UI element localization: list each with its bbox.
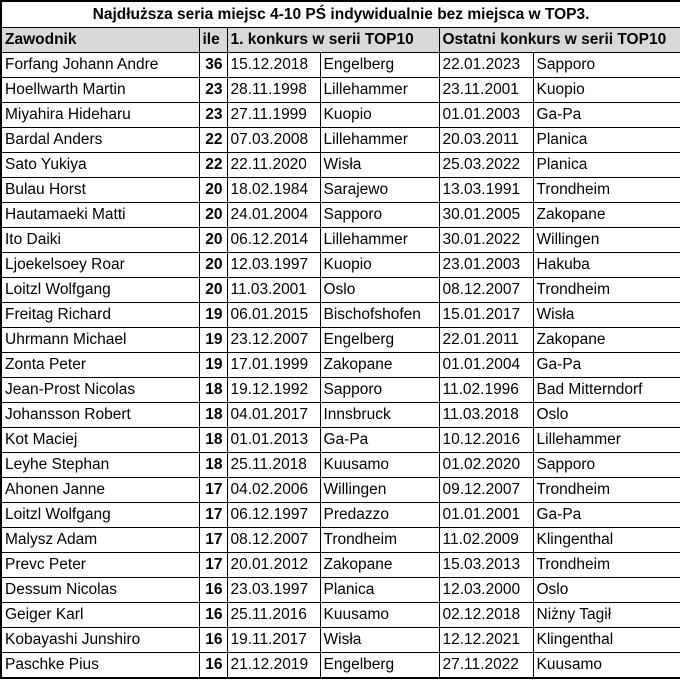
last-venue-cell[interactable]: Ga-Pa bbox=[533, 353, 680, 378]
first-date-cell[interactable]: 06.01.2015 bbox=[227, 303, 320, 328]
first-date-cell[interactable]: 04.01.2017 bbox=[227, 403, 320, 428]
first-date-cell[interactable]: 24.01.2004 bbox=[227, 203, 320, 228]
series-count-cell[interactable]: 17 bbox=[199, 503, 227, 528]
header-last-contest[interactable]: Ostatni konkurs w serii TOP10 bbox=[439, 28, 680, 53]
athlete-name-cell[interactable]: Forfang Johann Andre bbox=[1, 53, 199, 78]
last-date-cell[interactable]: 15.01.2017 bbox=[439, 303, 533, 328]
first-date-cell[interactable]: 19.11.2017 bbox=[227, 628, 320, 653]
last-venue-cell[interactable]: Bad Mitterndorf bbox=[533, 378, 680, 403]
series-count-cell[interactable]: 20 bbox=[199, 178, 227, 203]
first-venue-cell[interactable]: Kuopio bbox=[320, 253, 439, 278]
last-date-cell[interactable]: 20.03.2011 bbox=[439, 128, 533, 153]
athlete-name-cell[interactable]: Kobayashi Junshiro bbox=[1, 628, 199, 653]
series-count-cell[interactable]: 17 bbox=[199, 528, 227, 553]
table-row bbox=[1, 128, 680, 153]
last-date-cell[interactable]: 11.02.1996 bbox=[439, 378, 533, 403]
first-date-cell[interactable]: 04.02.2006 bbox=[227, 478, 320, 503]
last-venue-cell[interactable]: Zakopane bbox=[533, 203, 680, 228]
first-date-cell[interactable]: 12.03.1997 bbox=[227, 253, 320, 278]
last-venue-cell[interactable]: Hakuba bbox=[533, 253, 680, 278]
first-venue-cell[interactable]: Oslo bbox=[320, 278, 439, 303]
series-count-cell[interactable]: 20 bbox=[199, 228, 227, 253]
first-venue-cell[interactable]: Sapporo bbox=[320, 203, 439, 228]
table-row bbox=[1, 153, 680, 178]
first-date-cell[interactable]: 19.12.1992 bbox=[227, 378, 320, 403]
last-venue-cell[interactable]: Ga-Pa bbox=[533, 103, 680, 128]
series-count-cell[interactable]: 18 bbox=[199, 453, 227, 478]
athlete-name-cell[interactable]: Geiger Karl bbox=[1, 603, 199, 628]
athlete-name-cell[interactable]: Sato Yukiya bbox=[1, 153, 199, 178]
table-row bbox=[1, 578, 680, 603]
last-date-cell[interactable]: 08.12.2007 bbox=[439, 278, 533, 303]
first-venue-cell[interactable]: Lillehammer bbox=[320, 78, 439, 103]
table-row bbox=[1, 628, 680, 653]
athlete-name-cell[interactable]: Bulau Horst bbox=[1, 178, 199, 203]
series-count-cell[interactable]: 18 bbox=[199, 428, 227, 453]
first-venue-cell[interactable]: Engelberg bbox=[320, 653, 439, 679]
series-count-cell[interactable]: 22 bbox=[199, 153, 227, 178]
first-venue-cell[interactable]: Lillehammer bbox=[320, 228, 439, 253]
header-row bbox=[1, 28, 680, 53]
first-venue-cell[interactable]: Sarajewo bbox=[320, 178, 439, 203]
athlete-name-cell[interactable]: Loitzl Wolfgang bbox=[1, 278, 199, 303]
first-date-cell[interactable]: 11.03.2001 bbox=[227, 278, 320, 303]
athlete-name-cell[interactable]: Prevc Peter bbox=[1, 553, 199, 578]
series-count-cell[interactable]: 19 bbox=[199, 353, 227, 378]
last-venue-cell[interactable]: Oslo bbox=[533, 403, 680, 428]
last-date-cell[interactable]: 25.03.2022 bbox=[439, 153, 533, 178]
first-venue-cell[interactable]: Willingen bbox=[320, 478, 439, 503]
athlete-name-cell[interactable]: Loitzl Wolfgang bbox=[1, 503, 199, 528]
first-venue-cell[interactable]: Ga-Pa bbox=[320, 428, 439, 453]
first-date-cell[interactable]: 06.12.1997 bbox=[227, 503, 320, 528]
last-date-cell[interactable]: 09.12.2007 bbox=[439, 478, 533, 503]
last-venue-cell[interactable]: Trondheim bbox=[533, 278, 680, 303]
athlete-name-cell[interactable]: Kot Maciej bbox=[1, 428, 199, 453]
first-date-cell[interactable]: 15.12.2018 bbox=[227, 53, 320, 78]
last-date-cell[interactable]: 01.01.2001 bbox=[439, 503, 533, 528]
table-row bbox=[1, 378, 680, 403]
last-date-cell[interactable]: 27.11.2022 bbox=[439, 653, 533, 679]
table-row bbox=[1, 278, 680, 303]
last-date-cell[interactable]: 11.03.2018 bbox=[439, 403, 533, 428]
table-row bbox=[1, 478, 680, 503]
series-count-cell[interactable]: 18 bbox=[199, 403, 227, 428]
first-date-cell[interactable]: 22.11.2020 bbox=[227, 153, 320, 178]
last-venue-cell[interactable]: Klingenthal bbox=[533, 628, 680, 653]
last-venue-cell[interactable]: Oslo bbox=[533, 578, 680, 603]
first-venue-cell[interactable]: Engelberg bbox=[320, 328, 439, 353]
last-date-cell[interactable]: 10.12.2016 bbox=[439, 428, 533, 453]
athlete-name-cell[interactable]: Jean-Prost Nicolas bbox=[1, 378, 199, 403]
series-count-cell[interactable]: 23 bbox=[199, 103, 227, 128]
first-date-cell[interactable]: 01.01.2013 bbox=[227, 428, 320, 453]
table-row bbox=[1, 178, 680, 203]
last-venue-cell[interactable]: Willingen bbox=[533, 228, 680, 253]
series-count-cell[interactable]: 16 bbox=[199, 603, 227, 628]
first-venue-cell[interactable]: Engelberg bbox=[320, 53, 439, 78]
last-venue-cell[interactable]: Trondheim bbox=[533, 553, 680, 578]
last-date-cell[interactable]: 01.02.2020 bbox=[439, 453, 533, 478]
first-date-cell[interactable]: 06.12.2014 bbox=[227, 228, 320, 253]
first-venue-cell[interactable]: Bischofshofen bbox=[320, 303, 439, 328]
first-venue-cell[interactable]: Planica bbox=[320, 578, 439, 603]
series-count-cell[interactable]: 16 bbox=[199, 628, 227, 653]
first-venue-cell[interactable]: Lillehammer bbox=[320, 128, 439, 153]
first-venue-cell[interactable]: Predazzo bbox=[320, 503, 439, 528]
last-date-cell[interactable]: 15.03.2013 bbox=[439, 553, 533, 578]
series-count-cell[interactable]: 20 bbox=[199, 253, 227, 278]
first-date-cell[interactable]: 25.11.2018 bbox=[227, 453, 320, 478]
header-count[interactable]: ile bbox=[199, 28, 227, 53]
table-row bbox=[1, 53, 680, 78]
last-date-cell[interactable]: 12.12.2021 bbox=[439, 628, 533, 653]
series-count-cell[interactable]: 16 bbox=[199, 578, 227, 603]
athlete-name-cell[interactable]: Zonta Peter bbox=[1, 353, 199, 378]
athlete-name-cell[interactable]: Freitag Richard bbox=[1, 303, 199, 328]
last-venue-cell[interactable]: Trondheim bbox=[533, 178, 680, 203]
table-row bbox=[1, 228, 680, 253]
series-count-cell[interactable]: 17 bbox=[199, 478, 227, 503]
table-row bbox=[1, 403, 680, 428]
table-body bbox=[1, 53, 680, 679]
first-venue-cell[interactable]: Trondheim bbox=[320, 528, 439, 553]
series-count-cell[interactable]: 36 bbox=[199, 53, 227, 78]
last-date-cell[interactable]: 23.11.2001 bbox=[439, 78, 533, 103]
last-venue-cell[interactable]: Sapporo bbox=[533, 53, 680, 78]
first-date-cell[interactable]: 23.03.1997 bbox=[227, 578, 320, 603]
athlete-name-cell[interactable]: Miyahira Hideharu bbox=[1, 103, 199, 128]
first-venue-cell[interactable]: Kuusamo bbox=[320, 603, 439, 628]
last-date-cell[interactable]: 30.01.2022 bbox=[439, 228, 533, 253]
last-venue-cell[interactable]: Kuusamo bbox=[533, 653, 680, 679]
table-row bbox=[1, 428, 680, 453]
first-date-cell[interactable]: 07.03.2008 bbox=[227, 128, 320, 153]
table-row bbox=[1, 553, 680, 578]
table-row bbox=[1, 353, 680, 378]
first-date-cell[interactable]: 28.11.1998 bbox=[227, 78, 320, 103]
header-athlete[interactable]: Zawodnik bbox=[1, 28, 199, 53]
athlete-name-cell[interactable]: Dessum Nicolas bbox=[1, 578, 199, 603]
first-date-cell[interactable]: 27.11.1999 bbox=[227, 103, 320, 128]
table-row bbox=[1, 528, 680, 553]
last-date-cell[interactable]: 30.01.2005 bbox=[439, 203, 533, 228]
last-venue-cell[interactable]: Trondheim bbox=[533, 478, 680, 503]
first-venue-cell[interactable]: Zakopane bbox=[320, 353, 439, 378]
table-row bbox=[1, 303, 680, 328]
last-venue-cell[interactable]: Kuopio bbox=[533, 78, 680, 103]
first-venue-cell[interactable]: Wisła bbox=[320, 153, 439, 178]
series-count-cell[interactable]: 20 bbox=[199, 278, 227, 303]
first-venue-cell[interactable]: Sapporo bbox=[320, 378, 439, 403]
last-venue-cell[interactable]: Planica bbox=[533, 153, 680, 178]
last-venue-cell[interactable]: Wisła bbox=[533, 303, 680, 328]
table-row bbox=[1, 653, 680, 679]
header-first-contest[interactable]: 1. konkurs w serii TOP10 bbox=[227, 28, 439, 53]
athlete-name-cell[interactable]: Johansson Robert bbox=[1, 403, 199, 428]
athlete-name-cell[interactable]: Ljoekelsoey Roar bbox=[1, 253, 199, 278]
table-row bbox=[1, 603, 680, 628]
series-count-cell[interactable]: 19 bbox=[199, 328, 227, 353]
first-date-cell[interactable]: 23.12.2007 bbox=[227, 328, 320, 353]
first-venue-cell[interactable]: Kuusamo bbox=[320, 453, 439, 478]
table-row bbox=[1, 503, 680, 528]
last-venue-cell[interactable]: Planica bbox=[533, 128, 680, 153]
athlete-name-cell[interactable]: Malysz Adam bbox=[1, 528, 199, 553]
athlete-name-cell[interactable]: Leyhe Stephan bbox=[1, 453, 199, 478]
table-row bbox=[1, 103, 680, 128]
athlete-name-cell[interactable]: Ito Daiki bbox=[1, 228, 199, 253]
series-count-cell[interactable]: 16 bbox=[199, 653, 227, 679]
series-count-cell[interactable]: 22 bbox=[199, 128, 227, 153]
series-count-cell[interactable]: 19 bbox=[199, 303, 227, 328]
athlete-name-cell[interactable]: Hoellwarth Martin bbox=[1, 78, 199, 103]
last-date-cell[interactable]: 23.01.2003 bbox=[439, 253, 533, 278]
series-count-cell[interactable]: 17 bbox=[199, 553, 227, 578]
first-venue-cell[interactable]: Wisła bbox=[320, 628, 439, 653]
last-venue-cell[interactable]: Ga-Pa bbox=[533, 503, 680, 528]
last-date-cell[interactable]: 13.03.1991 bbox=[439, 178, 533, 203]
first-date-cell[interactable]: 18.02.1984 bbox=[227, 178, 320, 203]
last-date-cell[interactable]: 22.01.2023 bbox=[439, 53, 533, 78]
last-date-cell[interactable]: 12.03.2000 bbox=[439, 578, 533, 603]
athlete-name-cell[interactable]: Bardal Anders bbox=[1, 128, 199, 153]
title-row bbox=[1, 1, 680, 28]
last-date-cell[interactable]: 02.12.2018 bbox=[439, 603, 533, 628]
athlete-name-cell[interactable]: Paschke Pius bbox=[1, 653, 199, 679]
first-date-cell[interactable]: 08.12.2007 bbox=[227, 528, 320, 553]
first-date-cell[interactable]: 20.01.2012 bbox=[227, 553, 320, 578]
series-count-cell[interactable]: 18 bbox=[199, 378, 227, 403]
table-title[interactable]: Najdłuższa seria miejsc 4-10 PŚ indywidualnie bez miejsca w TOP3. bbox=[1, 1, 680, 28]
last-venue-cell[interactable]: Lillehammer bbox=[533, 428, 680, 453]
athlete-name-cell[interactable]: Hautamaeki Matti bbox=[1, 203, 199, 228]
first-date-cell[interactable]: 17.01.1999 bbox=[227, 353, 320, 378]
last-date-cell[interactable]: 01.01.2003 bbox=[439, 103, 533, 128]
first-date-cell[interactable]: 25.11.2016 bbox=[227, 603, 320, 628]
last-date-cell[interactable]: 22.01.2011 bbox=[439, 328, 533, 353]
last-venue-cell[interactable]: Zakopane bbox=[533, 328, 680, 353]
first-date-cell[interactable]: 21.12.2019 bbox=[227, 653, 320, 679]
last-date-cell[interactable]: 11.02.2009 bbox=[439, 528, 533, 553]
first-venue-cell[interactable]: Kuopio bbox=[320, 103, 439, 128]
table-row bbox=[1, 453, 680, 478]
series-count-cell[interactable]: 20 bbox=[199, 203, 227, 228]
last-venue-cell[interactable]: Niżny Tagił bbox=[533, 603, 680, 628]
table-row bbox=[1, 78, 680, 103]
first-venue-cell[interactable]: Zakopane bbox=[320, 553, 439, 578]
table-row bbox=[1, 253, 680, 278]
last-date-cell[interactable]: 01.01.2004 bbox=[439, 353, 533, 378]
table-row bbox=[1, 328, 680, 353]
first-venue-cell[interactable]: Innsbruck bbox=[320, 403, 439, 428]
series-count-cell[interactable]: 23 bbox=[199, 78, 227, 103]
last-venue-cell[interactable]: Sapporo bbox=[533, 453, 680, 478]
athlete-name-cell[interactable]: Ahonen Janne bbox=[1, 478, 199, 503]
last-venue-cell[interactable]: Klingenthal bbox=[533, 528, 680, 553]
athlete-name-cell[interactable]: Uhrmann Michael bbox=[1, 328, 199, 353]
table-row bbox=[1, 203, 680, 228]
